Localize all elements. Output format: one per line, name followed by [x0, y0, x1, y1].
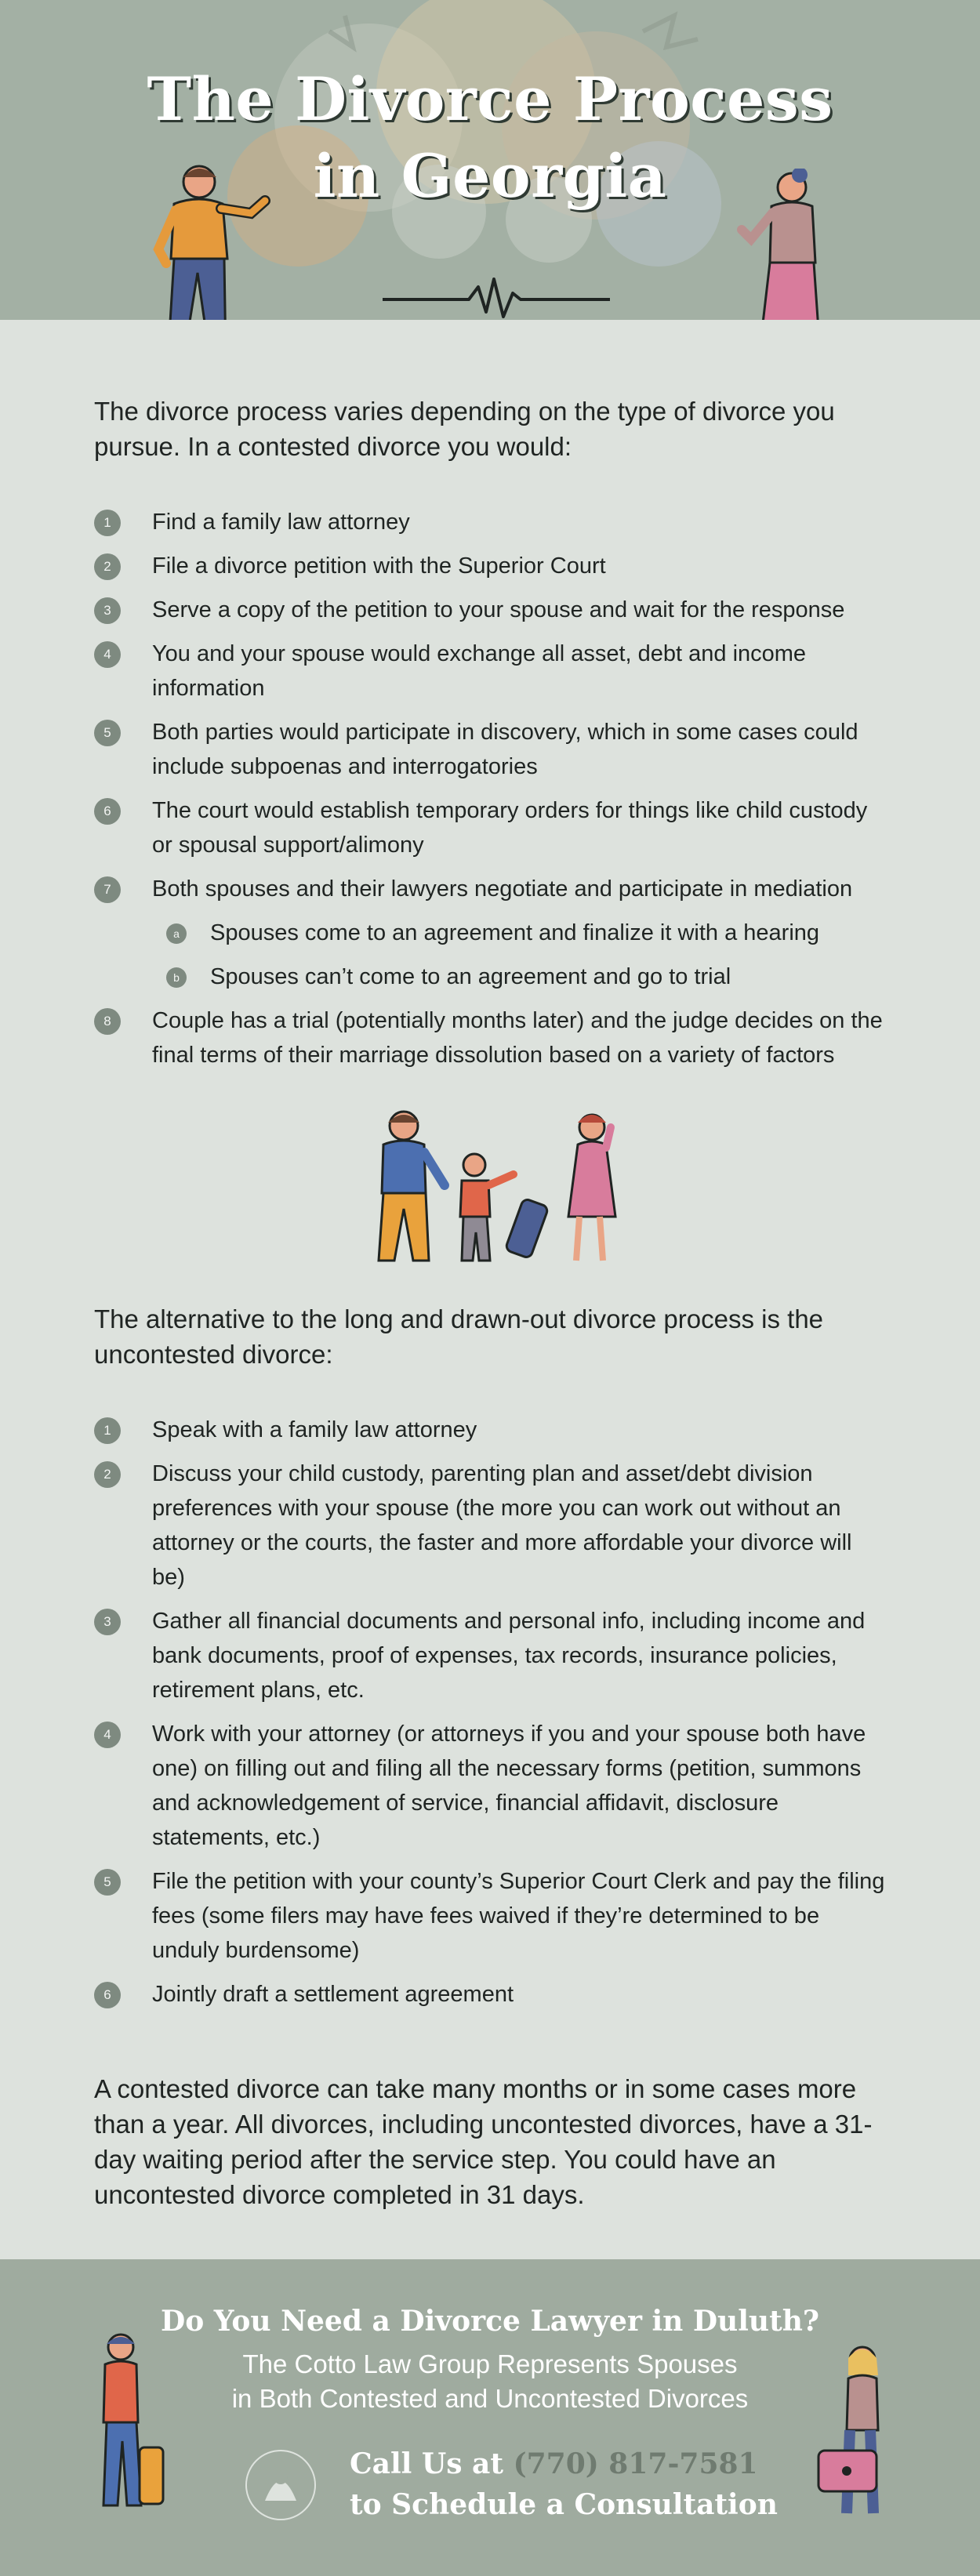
step-letter-badge: b — [166, 967, 187, 988]
step-number-badge: 1 — [94, 510, 121, 536]
list-item — [94, 1977, 886, 2012]
list-item — [94, 1457, 886, 1595]
list-item — [94, 549, 886, 583]
family-separating-icon — [357, 1107, 639, 1272]
closing-paragraph: A contested divorce can take many months or in some cases more than a year. All divorces, including uncontested divorces, have a 31-day waiting period after the service step. You could have an uncontested divorce completed in 31 days. — [94, 2074, 873, 2209]
list-item — [94, 916, 886, 950]
list-item — [94, 715, 886, 784]
uncontested-intro: The alternative to the long and drawn-out divorce process is the uncontested divorce: — [94, 1304, 824, 1369]
header-banner — [0, 0, 980, 320]
footer-cta — [0, 2259, 980, 2576]
man-pointing-icon — [135, 163, 284, 320]
step-text: Speak with a family law attorney — [152, 1417, 477, 1442]
list-item — [94, 593, 886, 627]
schedule-consultation-line: to Schedule a Consultation — [350, 2488, 778, 2521]
step-text: Both parties would participate in discovery, which in some cases could include subpoenas and interrogatories — [152, 720, 858, 779]
list-item — [94, 1604, 886, 1707]
list-item — [94, 1003, 886, 1072]
step-number-badge: 4 — [94, 641, 121, 668]
step-text: Find a family law attorney — [152, 510, 410, 535]
list-item — [94, 637, 886, 706]
step-text: Work with your attorney (or attorneys if you and your spouse both have one) on filling out and filing all the necessary forms (petition, summons and acknowledgement of service, financial affidavit, disclosure statements, etc.) — [152, 1722, 866, 1850]
step-text: The court would establish temporary orders for things like child custody or spousal support/alimony — [152, 798, 868, 858]
step-text: File a divorce petition with the Superior Court — [152, 553, 606, 579]
man-with-suitcase-icon — [86, 2331, 172, 2520]
step-number-badge: 1 — [94, 1417, 121, 1444]
cta-subtitle-line-1: The Cotto Law Group Represents Spouses — [242, 2349, 738, 2378]
step-number-badge: 5 — [94, 720, 121, 746]
title-line-2: in Georgia — [313, 141, 667, 211]
woman-arguing-icon — [729, 169, 847, 320]
step-number-badge: 4 — [94, 1722, 121, 1748]
step-number-badge: 3 — [94, 597, 121, 624]
uncontested-steps-list — [94, 1413, 886, 2021]
list-item — [94, 793, 886, 862]
step-number-badge: 6 — [94, 1982, 121, 2008]
step-text: You and your spouse would exchange all asset, debt and income information — [152, 641, 807, 701]
title-line-1: The Divorce Process — [147, 64, 833, 134]
list-item — [94, 1717, 886, 1855]
list-item — [94, 1864, 886, 1968]
step-number-badge: 7 — [94, 876, 121, 903]
step-text: Spouses can’t come to an agreement and go to trial — [210, 964, 731, 989]
contested-intro: The divorce process varies depending on the type of divorce you pursue. In a contested divorce you would: — [94, 397, 835, 461]
list-item — [94, 505, 886, 539]
list-item — [94, 960, 886, 994]
contested-steps-list — [94, 505, 886, 1082]
list-item — [94, 872, 886, 906]
step-text: Couple has a trial (potentially months later) and the judge decides on the final terms of their marriage dissolution based on a variety of factors — [152, 1008, 883, 1068]
step-text: Both spouses and their lawyers negotiate and participate in mediation — [152, 876, 853, 902]
step-text: Serve a copy of the petition to your spouse and wait for the response — [152, 597, 845, 622]
step-number-badge: 5 — [94, 1869, 121, 1896]
step-text: Discuss your child custody, parenting plan and asset/debt division preferences with your spouse (the more you can work out without an attorney or the courts, the faster and more affordable your divorce will be) — [152, 1461, 852, 1590]
step-number-badge: 8 — [94, 1008, 121, 1035]
call-prefix: Call Us at — [350, 2447, 504, 2480]
step-number-badge: 2 — [94, 553, 121, 580]
step-text: Jointly draft a settlement agreement — [152, 1982, 514, 2007]
cta-subtitle-line-2: in Both Contested and Uncontested Divorces — [231, 2384, 749, 2413]
step-text: Spouses come to an agreement and finalize it with a hearing — [210, 920, 820, 945]
phone-number-link[interactable]: (770) 817-7581 — [513, 2447, 758, 2480]
step-text: File the petition with your county’s Superior Court Clerk and pay the filing fees (some filers may have fees waived if they’re determined to be unduly burdensome) — [152, 1869, 885, 1963]
heartbeat-line-icon — [383, 276, 610, 320]
cta-heading: Do You Need a Divorce Lawyer in Duluth? — [161, 2305, 819, 2338]
list-item — [94, 1413, 886, 1447]
step-letter-badge: a — [166, 923, 187, 944]
step-number-badge: 6 — [94, 798, 121, 825]
woman-with-suitcase-icon — [815, 2344, 902, 2524]
call-us-line — [350, 2447, 758, 2480]
step-number-badge: 3 — [94, 1609, 121, 1635]
step-text: Gather all financial documents and personal info, including income and bank documents, proof of expenses, tax records, insurance policies, retirement plans, etc. — [152, 1609, 866, 1703]
step-number-badge: 2 — [94, 1461, 121, 1488]
cotto-law-group-logo — [241, 2446, 320, 2524]
